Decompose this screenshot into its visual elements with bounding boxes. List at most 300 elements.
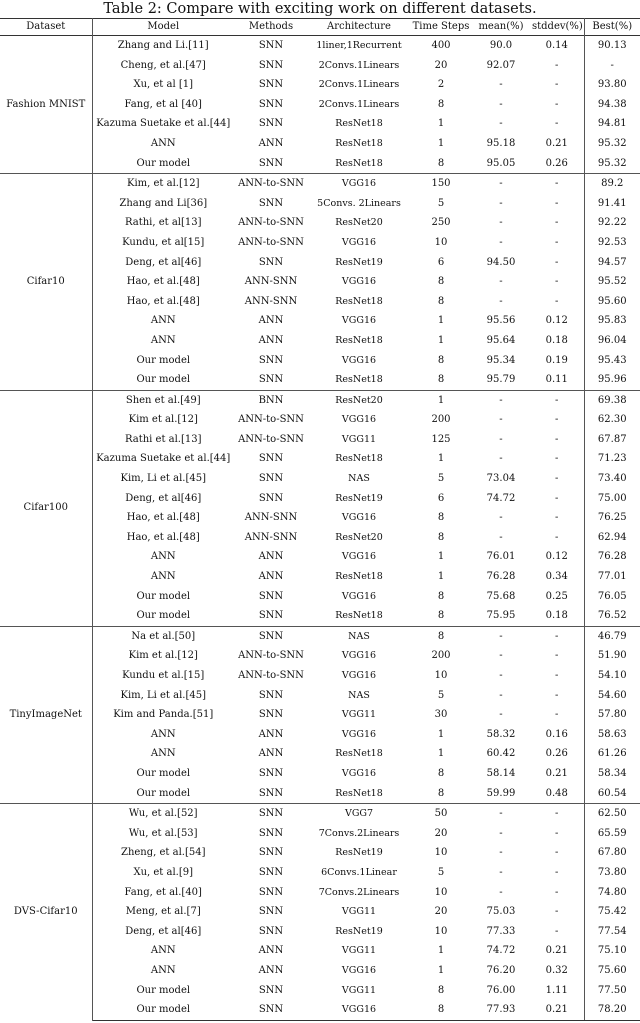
cell-architecture: VGG16 [341, 590, 377, 602]
cell-method: SNN [258, 767, 284, 779]
cell-method: SNN [258, 590, 284, 602]
table-row [0, 114, 640, 134]
cell-model: Kim and Panda.[51] [113, 709, 214, 721]
cell-best: 76.28 [597, 551, 627, 563]
cell-method: SNN [258, 984, 284, 996]
cell-architecture: ResNet20 [308, 390, 410, 410]
cell-best: 51.90 [597, 650, 627, 662]
cell-best: 62.50 [584, 804, 640, 824]
cell-mean: - [499, 689, 503, 701]
cell-method: SNN [258, 374, 284, 386]
cell-method: ANN-to-SNN [234, 174, 308, 194]
cell-time-steps: 150 [410, 174, 472, 194]
cell-model: Hao, et al.[48] [126, 512, 200, 524]
cell-model: Kim et al.[12] [128, 650, 198, 662]
cell-best: 76.05 [597, 590, 627, 602]
cell-model: Kim et al.[12] [128, 414, 198, 426]
cell-time-steps: 8 [437, 787, 445, 799]
cell-time-steps: 5 [437, 866, 445, 878]
cell-stddev: 0.48 [530, 784, 584, 804]
table-row [0, 351, 640, 371]
table-row [0, 587, 640, 607]
cell-architecture: ResNet18 [335, 334, 383, 346]
cell-method: ANN-SNN [244, 512, 298, 524]
cell-model: Hao, et al.[48] [126, 276, 200, 288]
cell-model: Our model [136, 610, 191, 622]
cell-method: ANN [258, 137, 284, 149]
table-row [0, 154, 640, 174]
cell-mean: 75.95 [486, 610, 516, 622]
cell-mean: - [499, 295, 503, 307]
cell-best: 54.10 [597, 670, 627, 681]
cell-method: ANN-SNN [244, 531, 298, 543]
cell-best: 57.80 [597, 709, 627, 721]
cell-best: 58.34 [597, 767, 627, 779]
cell-mean: 95.05 [486, 157, 516, 169]
cell-stddev: 0.18 [530, 606, 584, 626]
cell-time-steps: 1 [437, 551, 445, 563]
cell-stddev: 0.14 [530, 36, 584, 56]
cell-method: ANN-to-SNN [238, 414, 304, 426]
cell-stddev: - [530, 646, 584, 666]
table-row [0, 883, 640, 903]
cell-model: ANN [150, 748, 176, 760]
cell-model: ANN [150, 728, 176, 740]
cell-stddev: - [530, 213, 584, 233]
cell-architecture: 6Convs.1Linear [321, 866, 397, 878]
cell-stddev: - [530, 56, 584, 76]
cell-mean: - [499, 709, 503, 721]
cell-best: 46.79 [584, 626, 640, 646]
cell-method: ANN [258, 551, 284, 563]
cell-architecture: VGG16 [341, 354, 377, 366]
cell-stddev: 0.21 [530, 1000, 584, 1020]
cell-best: 96.04 [597, 334, 627, 346]
cell-architecture: ResNet18 [335, 157, 383, 169]
cell-method: SNN [258, 610, 284, 622]
cell-method: SNN [258, 79, 284, 91]
cell-stddev: - [530, 626, 584, 646]
cell-best: 75.10 [597, 945, 627, 957]
table-row [0, 134, 640, 154]
header-architecture: Architecture [327, 21, 391, 32]
cell-model: Kim, et al.[12] [92, 174, 234, 194]
cell-architecture: VGG7 [308, 804, 410, 824]
cell-stddev: - [530, 902, 584, 922]
cell-architecture: VGG16 [341, 964, 377, 976]
cell-best: 54.60 [597, 689, 627, 701]
cell-mean: 76.00 [486, 984, 516, 996]
cell-best: 62.30 [597, 414, 627, 426]
cell-time-steps: 30 [434, 709, 448, 721]
cell-time-steps: 10 [434, 670, 448, 681]
cell-architecture: ResNet18 [335, 787, 383, 799]
table-row [0, 863, 640, 883]
table-row [0, 390, 640, 410]
cell-model: Kundu et al.[15] [122, 670, 205, 681]
cell-model: Our model [136, 984, 191, 996]
cell-mean: 90.0 [489, 40, 513, 51]
table-row [0, 567, 640, 587]
cell-time-steps: 1 [437, 137, 445, 149]
cell-mean: 75.68 [486, 590, 516, 602]
cell-method: ANN [258, 964, 284, 976]
cell-best: 94.57 [597, 256, 627, 268]
table-row [0, 370, 640, 390]
cell-time-steps: 8 [437, 276, 445, 288]
table-row [0, 547, 640, 567]
table-row [0, 725, 640, 745]
cell-architecture: 1liner,1Recurrent [316, 40, 402, 51]
cell-model: Rathi, et al[13] [124, 217, 202, 229]
cell-method: ANN-to-SNN [238, 217, 304, 229]
cell-mean: 95.56 [486, 315, 516, 327]
cell-best: 95.60 [597, 295, 627, 307]
cell-mean: 73.04 [486, 473, 516, 485]
table-row [0, 292, 640, 312]
cell-method: ANN [258, 748, 284, 760]
cell-best: 76.52 [597, 610, 627, 622]
table-row [0, 331, 640, 351]
cell-best: 95.32 [597, 157, 627, 169]
cell-best: 94.38 [597, 98, 627, 110]
results-table [0, 18, 640, 1021]
cell-architecture: ResNet19 [335, 847, 383, 859]
table-row [0, 213, 640, 233]
cell-mean: - [499, 453, 503, 465]
cell-mean: - [499, 414, 503, 426]
dataset-label: Cifar100 [0, 390, 92, 626]
cell-mean: 92.07 [486, 59, 516, 71]
table-row [0, 922, 640, 942]
table-body [0, 36, 640, 1021]
cell-best: 78.20 [584, 1000, 640, 1020]
cell-stddev: 0.11 [530, 370, 584, 390]
cell-best: 89.2 [584, 174, 640, 194]
cell-method: SNN [234, 626, 308, 646]
table-row [0, 705, 640, 725]
cell-stddev: - [530, 528, 584, 548]
cell-model: Kim, Li et al.[45] [120, 689, 206, 701]
cell-best: 95.32 [597, 137, 627, 149]
cell-stddev: - [530, 430, 584, 450]
cell-time-steps: 250 [431, 217, 451, 229]
cell-best: 77.01 [597, 571, 627, 583]
cell-mean: 77.93 [472, 1000, 530, 1020]
cell-time-steps: 8 [410, 1000, 472, 1020]
cell-time-steps: 1 [437, 728, 445, 740]
cell-model: Deng, et al[46] [125, 256, 202, 268]
cell-stddev: - [530, 174, 584, 194]
cell-best: 65.59 [597, 827, 627, 839]
dataset-label: Cifar10 [0, 174, 92, 391]
header-row [0, 19, 640, 36]
cell-mean: - [472, 804, 530, 824]
cell-time-steps: 1 [437, 748, 445, 760]
cell-method: SNN [258, 492, 284, 504]
cell-best: 75.60 [597, 964, 627, 976]
cell-mean: 59.99 [486, 787, 516, 799]
cell-model: Our model [136, 374, 191, 386]
cell-architecture: NAS [308, 626, 410, 646]
cell-mean: 77.33 [486, 925, 516, 937]
cell-time-steps: 1 [410, 390, 472, 410]
cell-stddev: - [530, 863, 584, 883]
table-row [0, 75, 640, 95]
table-row [0, 646, 640, 666]
cell-architecture: VGG16 [341, 315, 377, 327]
cell-best: 77.50 [597, 984, 627, 996]
cell-best: 74.80 [597, 886, 627, 898]
cell-time-steps: 1 [437, 571, 445, 583]
cell-architecture: VGG16 [308, 174, 410, 194]
cell-method: ANN [258, 315, 284, 327]
table-row [0, 981, 640, 1001]
table-row [0, 36, 640, 56]
cell-architecture: VGG16 [341, 414, 377, 426]
cell-method: ANN-to-SNN [238, 650, 304, 662]
cell-stddev: 0.12 [530, 547, 584, 567]
cell-stddev: - [530, 922, 584, 942]
cell-time-steps: 2 [437, 79, 445, 91]
cell-model: Fang, et al [40] [124, 98, 202, 110]
cell-model: Hao, et al.[48] [126, 295, 200, 307]
cell-best: 94.81 [597, 118, 627, 130]
header-model: Model [147, 21, 180, 32]
cell-model: Our model [92, 1000, 234, 1020]
cell-model: ANN [150, 137, 176, 149]
cell-method: ANN [258, 334, 284, 346]
cell-architecture: 2Convs.1Linears [318, 79, 400, 91]
cell-model: ANN [150, 551, 176, 563]
cell-method: SNN [258, 98, 284, 110]
table-row [0, 804, 640, 824]
cell-time-steps: 8 [437, 610, 445, 622]
cell-stddev: - [530, 194, 584, 214]
cell-mean: - [499, 531, 503, 543]
cell-method: ANN-to-SNN [238, 433, 304, 445]
cell-time-steps: 10 [434, 847, 448, 859]
cell-time-steps: 1 [437, 964, 445, 976]
cell-mean: - [499, 433, 503, 445]
cell-architecture: ResNet18 [335, 137, 383, 149]
table-row [0, 449, 640, 469]
cell-stddev: - [530, 508, 584, 528]
cell-time-steps: 20 [434, 59, 448, 71]
cell-mean: - [499, 670, 503, 681]
table-row [0, 961, 640, 981]
cell-time-steps: 8 [437, 98, 445, 110]
cell-method: SNN [258, 118, 284, 130]
cell-stddev: 0.21 [530, 941, 584, 961]
table-row [0, 666, 640, 686]
cell-stddev: - [530, 449, 584, 469]
table-row [0, 528, 640, 548]
cell-method: SNN [258, 827, 284, 839]
table-row [0, 194, 640, 214]
cell-method: SNN [258, 157, 284, 169]
cell-time-steps: 10 [434, 925, 448, 937]
cell-method: SNN [258, 906, 284, 918]
header-methods: Methods [248, 21, 294, 32]
cell-best: 58.63 [597, 728, 627, 740]
cell-best: 92.53 [597, 236, 627, 248]
cell-method: BNN [234, 390, 308, 410]
cell-best: 95.83 [597, 315, 627, 327]
cell-stddev: 0.25 [530, 587, 584, 607]
cell-architecture: ResNet18 [335, 118, 383, 130]
cell-time-steps: 8 [437, 354, 445, 366]
cell-stddev: - [530, 804, 584, 824]
cell-best: 95.52 [597, 276, 627, 288]
cell-time-steps: 400 [431, 40, 451, 51]
cell-stddev: - [530, 253, 584, 273]
cell-mean: 95.34 [486, 354, 516, 366]
table-row [0, 311, 640, 331]
cell-mean: 60.42 [486, 748, 516, 760]
cell-stddev: - [530, 686, 584, 706]
cell-method: SNN [258, 847, 284, 859]
cell-time-steps: 10 [434, 886, 448, 898]
cell-method: SNN [234, 804, 308, 824]
cell-best: 91.41 [597, 197, 627, 209]
cell-model: Deng, et al[46] [125, 492, 202, 504]
cell-stddev: 0.18 [530, 331, 584, 351]
cell-best: 69.38 [584, 390, 640, 410]
cell-best: 77.54 [597, 925, 627, 937]
cell-method: SNN [258, 866, 284, 878]
cell-mean: 58.32 [486, 728, 516, 740]
table-row [0, 744, 640, 764]
cell-stddev: - [530, 114, 584, 134]
cell-stddev: - [530, 410, 584, 430]
table-row [0, 508, 640, 528]
table-row [0, 56, 640, 76]
cell-method: ANN-to-SNN [238, 670, 304, 681]
cell-mean: 74.72 [486, 945, 516, 957]
cell-time-steps: 125 [431, 433, 451, 445]
cell-mean: - [499, 118, 503, 130]
cell-architecture: ResNet18 [335, 571, 383, 583]
table-row [0, 824, 640, 844]
cell-method: ANN [258, 571, 284, 583]
cell-model: ANN [150, 945, 176, 957]
cell-model: Meng, et al.[7] [125, 906, 201, 918]
cell-method: ANN-to-SNN [238, 236, 304, 248]
cell-mean: 74.72 [486, 492, 516, 504]
cell-mean: - [499, 236, 503, 248]
cell-time-steps: 20 [434, 827, 448, 839]
cell-best: - [610, 59, 614, 71]
table-row [0, 272, 640, 292]
table-row [0, 686, 640, 706]
cell-time-steps: 6 [437, 256, 445, 268]
cell-method: SNN [258, 709, 284, 721]
cell-method: SNN [258, 453, 284, 465]
cell-model: Shen et al.[49] [92, 390, 234, 410]
cell-architecture: VGG11 [341, 906, 377, 918]
cell-stddev: - [530, 75, 584, 95]
cell-mean: 94.50 [486, 256, 516, 268]
cell-architecture: ResNet19 [335, 256, 383, 268]
cell-mean: - [499, 79, 503, 91]
table-row [0, 784, 640, 804]
cell-stddev: 0.16 [530, 725, 584, 745]
cell-model: Zhang and Li[36] [119, 197, 208, 209]
cell-time-steps: 1 [437, 315, 445, 327]
cell-mean: - [472, 174, 530, 194]
cell-architecture: 2Convs.1Linears [318, 98, 400, 110]
cell-best: 95.96 [597, 374, 627, 386]
cell-architecture: ResNet19 [335, 925, 383, 937]
table-row [0, 606, 640, 626]
cell-time-steps: 8 [437, 590, 445, 602]
cell-time-steps: 5 [437, 689, 445, 701]
cell-time-steps: 8 [437, 512, 445, 524]
cell-stddev: - [530, 95, 584, 115]
cell-stddev: - [530, 292, 584, 312]
cell-best: 76.25 [597, 512, 627, 524]
table-row [0, 902, 640, 922]
cell-best: 73.40 [597, 473, 627, 485]
cell-mean: - [472, 626, 530, 646]
cell-method: SNN [258, 256, 284, 268]
cell-mean: 75.03 [486, 906, 516, 918]
cell-method: SNN [258, 197, 284, 209]
cell-mean: - [499, 650, 503, 662]
cell-best: 73.80 [597, 866, 627, 878]
cell-time-steps: 5 [437, 197, 445, 209]
cell-method: ANN [258, 728, 284, 740]
cell-time-steps: 8 [437, 767, 445, 779]
cell-architecture: VGG16 [341, 650, 377, 662]
cell-model: Xu, et al.[9] [133, 866, 194, 878]
cell-best: 71.23 [597, 453, 627, 465]
cell-best: 62.94 [597, 531, 627, 543]
header-stddev: stddev(%) [530, 19, 584, 36]
cell-method: SNN [258, 354, 284, 366]
cell-model: ANN [150, 571, 176, 583]
table-row [0, 469, 640, 489]
cell-mean: - [499, 512, 503, 524]
table-row [0, 764, 640, 784]
cell-method: SNN [258, 886, 284, 898]
cell-mean: - [499, 98, 503, 110]
cell-mean: 95.64 [486, 334, 516, 346]
cell-architecture: ResNet18 [335, 453, 383, 465]
cell-time-steps: 8 [437, 295, 445, 307]
cell-mean: - [499, 276, 503, 288]
dataset-label: TinyImageNet [0, 626, 92, 803]
cell-stddev: - [530, 883, 584, 903]
cell-method: SNN [258, 925, 284, 937]
cell-method: SNN [258, 689, 284, 701]
cell-model: Kazuma Suetake et al.[44] [96, 453, 231, 465]
cell-model: Kim, Li et al.[45] [120, 473, 206, 485]
cell-time-steps: 1 [437, 118, 445, 130]
cell-time-steps: 200 [431, 650, 451, 662]
cell-architecture: VGG16 [341, 551, 377, 563]
cell-time-steps: 8 [437, 374, 445, 386]
cell-method: ANN-SNN [244, 295, 298, 307]
cell-stddev: - [530, 390, 584, 410]
cell-architecture: ResNet20 [335, 531, 383, 543]
cell-architecture: 5Convs. 2Linears [317, 197, 401, 209]
cell-best: 90.13 [597, 40, 627, 51]
cell-time-steps: 20 [434, 906, 448, 918]
table-row [0, 843, 640, 863]
cell-best: 93.80 [597, 79, 627, 91]
